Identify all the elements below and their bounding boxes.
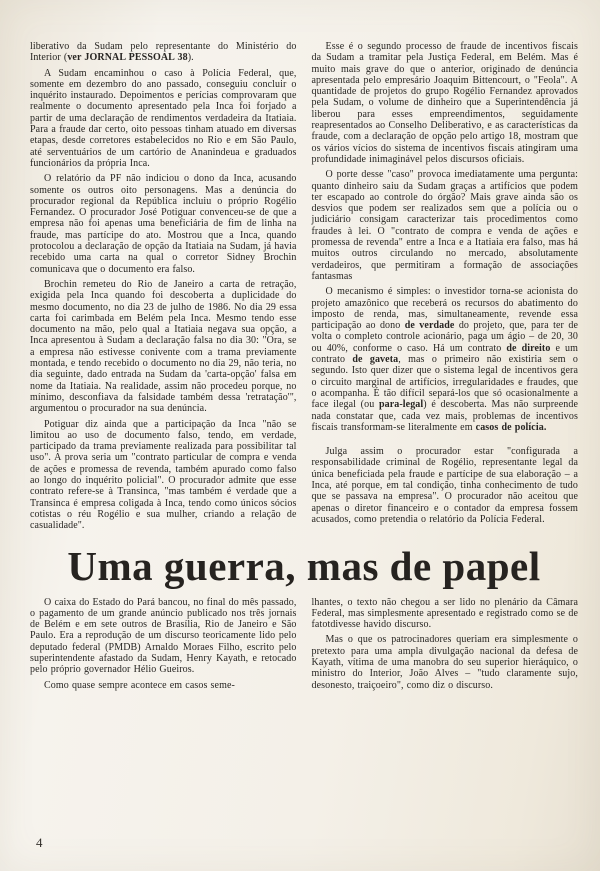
paragraph: Potiguar diz ainda que a participação da Inca "não se limitou ao uso de documento falso, tendo, em verdade, participado da trama previamente realizada para possibilitar tal uso". A prova seria um "contrato particular de compra e venda de ações e promessa de revenda, também apurado como falso ao longo do inquérito policial". O procurador admite que esse contrato refere-se à Transinca, "mas também é verdade que a Transinca é empresa coligada à Inca, tendo como únicos sócios cotistas o réu Rogélio e sua mulher, criando a relação de casualidade". <box>30 418 297 532</box>
paragraph: A Sudam encaminhou o caso à Polícia Federal, que, somente em dezembro do ano passado, conseguiu concluir o inquérito instaurado. Depoimentos e perícias comprovaram que realmente o documento apresentado pela Inca foi forjado a partir de uma declaração de rendimentos verdadeira da Itatiaia. Para a fraude dar certo, oito pessoas tinham atuado em diversas etapas, desde corretores estabelecidos no Rio e em São Paulo, até serventuários de um cartório de Ananindeua e graduados funcionários da própria Inca. <box>30 67 297 169</box>
top-left-column <box>30 41 297 535</box>
article-headline: Uma guerra, mas de papel <box>67 543 541 590</box>
paragraph: liberativo da Sudam pelo representante do Ministério do Interior (ver JORNAL PESSOAL 38). <box>30 41 297 64</box>
top-article <box>30 41 578 535</box>
paragraph: O mecanismo é simples: o investidor torna-se acionista do projeto amazônico que receberá os recursos do abatimento do imposto de renda, mas, simultaneamente, revende essa participação ao dono de verdade do projeto, que, para ter de volta o completo controle acionário, paga um ágio – de 20, 30 ou 40%, conforme o caso. Há um contrato de direito e um contrato de gaveta, mas o primeiro não existiria sem o segundo. Isto quer dizer que o sistema legal de incentivos gera o circuito marginal de artifícios, irregularidades e fraudes, que o acompanha. É tão difícil separá-los que só ocasionalmente a face ilegal (ou para-legal) é descoberta. Mas não surpreende nada constatar que, cada vez mais, problemas de incentivos fiscais transformam-se literalmente em casos de polícia. <box>311 286 578 433</box>
paragraph: Esse é o segundo processo de fraude de incentivos fiscais da Sudam a tramitar pela Justiça Federal, em Belém. Mas é muito mais grave do que o anterior, originado de denúncia apresentada pelo empresário Joaquim Bittencourt, o "Feola". A quantidade de projetos do grupo Rogélio Fernandez aprovados pela Sudam, o volume de dinheiro que a Superintendência já liberou para esses empreendimentos, seguidamente reapresentados ao Conselho Deliberativo, e as características da fraude, com a declaração de opção pelo artigo 18, mostram que os vários vícios do sistema de incentivos fiscais atingiram uma profundidade inimaginável pelos discursos oficiais. <box>311 41 578 165</box>
top-right-column <box>312 41 579 535</box>
paragraph: O caixa do Estado do Pará bancou, no final do mês passado, o pagamento de um grande anúncio publicado nos três jornais de Belém e em sete outros de Brasília, Rio de Janeiro e São Paulo. Era a reprodução de um discurso teoricamente lido pelo deputado federal (PMDB) Arnaldo Moraes Filho, escrito pelo superintendente afastado da Sudam, Henry Kayath, e retocado pelo próprio governador Hélio Gueiros. <box>30 596 297 676</box>
bottom-right-column <box>312 597 579 695</box>
paragraph: O porte desse "caso" provoca imediatamente uma pergunta: quanto dinheiro saiu da Sudam graças a artifícios que podem ter escapado ao controle do órgão? Mais grave ainda são os desvios que podem ser realizados sem que a polícia ou o judiciário consigam caracterizar tais procedimentos como fraudes à lei. O "contrato de compra e venda de ações e promessa de revenda" entre a Inca e a Itatiaia era falso, mas há muitos outros circulando no mercado, absolutamente verdadeiros, que permitiram a formação de associações fantasmas <box>311 169 578 282</box>
paragraph: Julga assim o procurador estar "configurada a responsabilidade criminal de Rogélio, representante legal da única beneficiada pela fraude e partícipe de sua elaboração – a Inca, até porque, em tal condição, tinha conhecimento de tudo que se passava na empresa". O procurador não aceitou que apenas o diretor financeiro e o contador da empresa fossem acusados, como pretendia o relatório da Polícia Federal. <box>311 446 578 525</box>
paragraph: O relatório da PF não indiciou o dono da Inca, acusando somente os outros oito personagens. Mas a denúncia do procurador regional da República incluiu o próprio Rogélio Fernandez. O procurador José Potiguar convenceu-se de que a empresa não foi apenas uma beneficiária de fim de linha na fraude, mas partícipe do ato. Mostrou que a Inca, quando protocolou a declaração de opção da Itatiaia na Sudam, já havia recebido uma carta na qual o corretor Sidney Brochin comunicava que o documento era falso. <box>30 173 297 275</box>
bottom-article <box>30 597 578 695</box>
paragraph: Brochin remeteu do Rio de Janeiro a carta de retração, exigida pela Inca quando foi descoberta a duplicidade do mesmo documento, no dia 23 de julho de 1986. No dia 29 essa carta foi carimbada em Belém pela Inca. Mesmo tendo esse documento na mão, pelo qual a Itatiaia negava sua opção, a Inca apresentou à Sudam a declaração falsa no dia 30: "Ora, se a empresa não estivesse conivente com a trama previamente montada, e tendo recebido o documento no dia 29, não teria, no dia seguinte, dado entrada na Sudam da 'carta-opção' falsa em nome da Itatiaia. Na realidade, assim não procedeu porque, no mínimo, desconfiava da falsidade também dessa 'retratação'", argumentou o procurador na sua denúncia. <box>30 278 297 415</box>
paragraph: Como quase sempre acontece em casos seme- <box>44 679 235 691</box>
paragraph: lhantes, o texto não chegou a ser lido no plenário da Câmara Federal, mas simplesmente apresentado e registrado como se de fatotdivesse havido discurso. <box>311 596 578 631</box>
page-number: 4 <box>36 835 43 850</box>
bottom-left-column <box>30 597 297 695</box>
paragraph: Mas o que os patrocinadores queriam era simplesmente o pretexto para uma ampla divulgação nacional da defesa de Kayath, vítima de uma manobra do seu superior hieráquico, o ministro do Interior, João Alves – "tudo claramente sujo, desonesto, traiçoeiro", como diz o discurso. <box>311 634 578 691</box>
